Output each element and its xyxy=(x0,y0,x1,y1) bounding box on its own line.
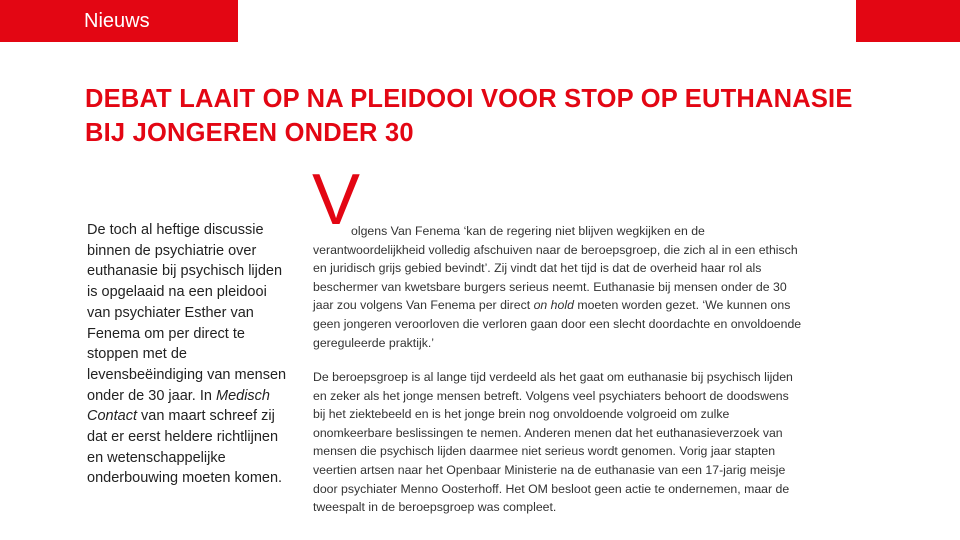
article-headline xyxy=(85,82,905,150)
lead-text-1: De toch al heftige discussie binnen de psychiatrie over euthanasie bij psychisch lijden is opgelaaid na een pleidooi van psychiater Esther van Fenema om per direct te stoppen met de levensbeëindiging van mensen onder de 30 jaar. In xyxy=(87,222,287,404)
lead-text-2: van maart schreef zij dat er eerst heldere richtlijnen en wetenschappelijke onderbouwing moeten komen. xyxy=(87,408,283,487)
paragraph-1-text-2: moeten worden gezet. ‘We kunnen ons geen jongeren veroorloven die verloren gaan door een slecht doordachte en onvoldoende gereguleerde praktijk.’ xyxy=(313,298,802,350)
headline-line-1: DEBAT LAAIT OP NA PLEIDOOI VOOR STOP OP EUTHANASIE xyxy=(85,85,853,113)
headline-line-2: BIJ JONGEREN ONDER 30 xyxy=(85,119,414,147)
paragraph-1-text-1: verantwoordelijkheid volledig afschuiven naar de beroepsgroep, die zich al in een ethisch en juridisch grijs gebied bevindt’. Zij vindt dat het tijd is dat de overheid haar rol als beschermer van kwetsbare burgers serieus neemt. Euthanasie bij mensen onder de 30 jaar zou volgens Van Fenema per direct xyxy=(313,242,798,313)
corner-accent-bar xyxy=(856,0,960,42)
lead-italic-publication: Medisch Contact xyxy=(87,387,270,425)
section-tag-bar xyxy=(0,0,238,42)
paragraph-1-first-line: olgens Van Fenema ‘kan de regering niet blijven wegkijken en de xyxy=(351,224,705,238)
body-paragraph-2: De beroepsgroep is al lange tijd verdeeld als het gaat om euthanasie bij psychisch lijden en zeker als het jonge mensen betreft. Volgens veel psychiaters behoort de doodswens bij het ziektebeeld en is het jonge brein nog onvoldoende volgroeid om zulke onomkeerbare beslissingen te nemen. Anderen menen dat het euthanasieverzoek van mensen die psychisch lijden daarmee niet serieus wordt genomen. Vorig jaar stapten veertien artsen naar het Openbaar Ministerie na de euthanasie van een 17-jarig meisje door psychiater Menno Oosterhoff. Het OM besloot geen actie te ondernemen, maar de tweespalt in de beroepsgroep was compleet. xyxy=(313,370,793,515)
body-paragraph-1 xyxy=(313,222,803,352)
paragraph-1-italic: on hold xyxy=(533,298,574,313)
drop-cap: V xyxy=(312,160,361,240)
lead-paragraph xyxy=(87,220,289,489)
section-tag-label: Nieuws xyxy=(84,10,150,32)
